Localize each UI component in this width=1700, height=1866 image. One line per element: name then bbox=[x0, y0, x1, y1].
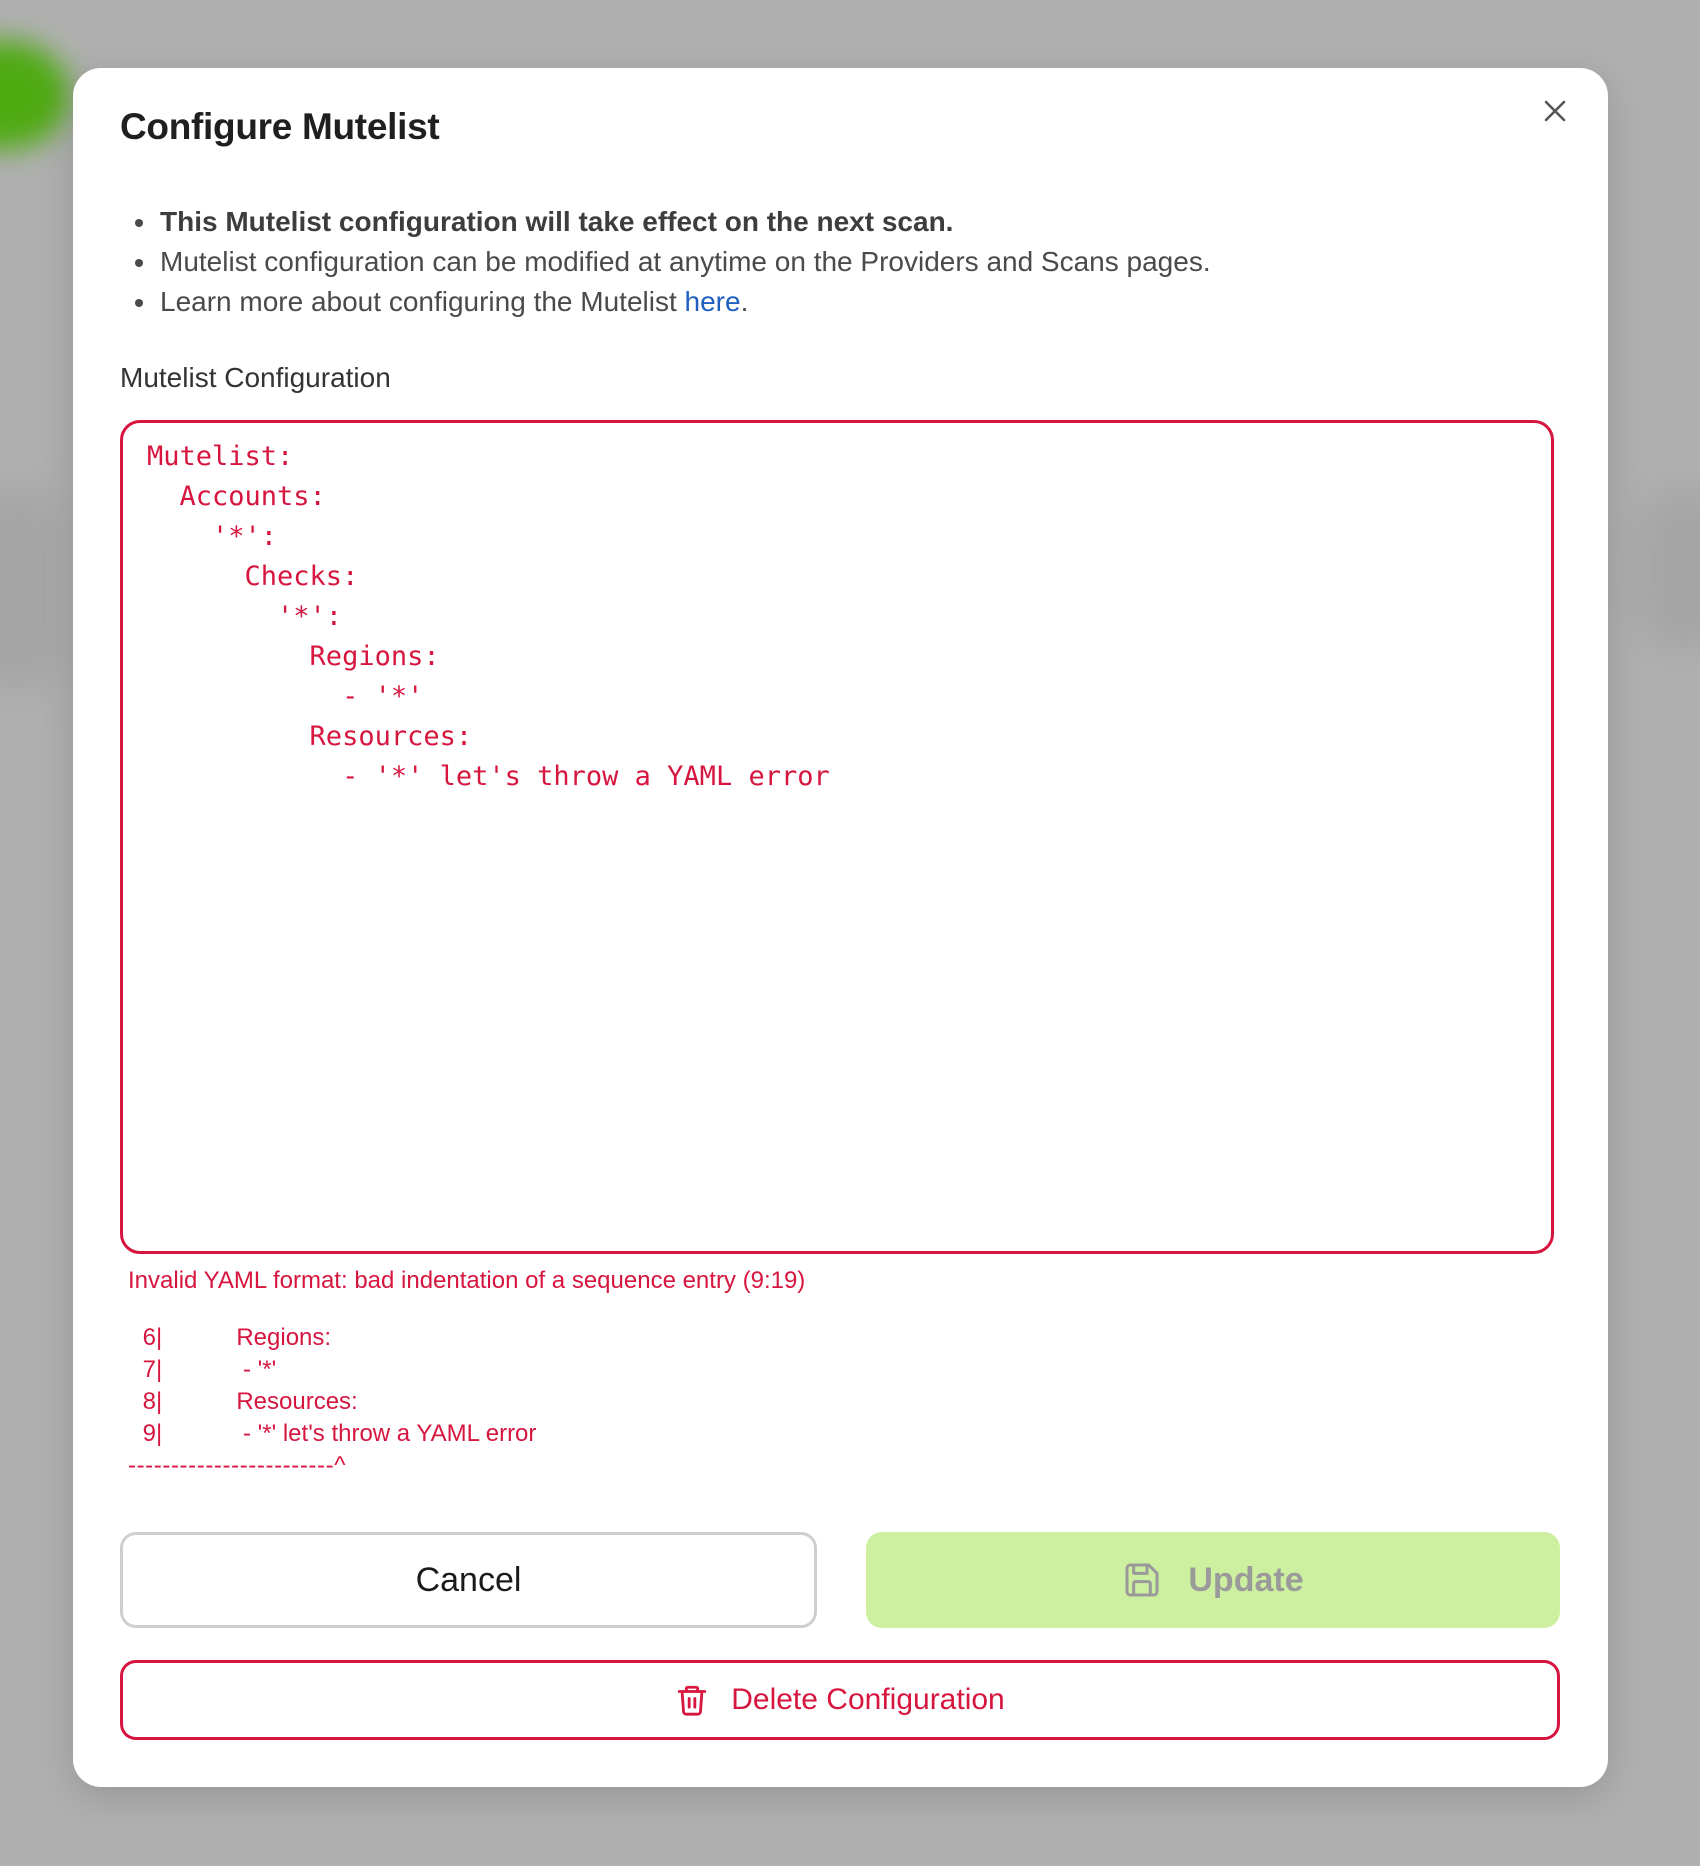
code-line: Regions: bbox=[147, 641, 440, 672]
info-item-next-scan: This Mutelist configuration will take effect on the next scan. bbox=[120, 202, 1211, 242]
editor-content[interactable] bbox=[147, 437, 1527, 797]
background-blur-shape bbox=[0, 490, 60, 690]
save-icon bbox=[1122, 1560, 1162, 1600]
learn-more-link[interactable]: here bbox=[684, 286, 741, 317]
close-icon bbox=[1544, 100, 1566, 122]
code-line: - '*' bbox=[147, 681, 424, 712]
learn-more-text: Learn more about configuring the Mutelist bbox=[160, 286, 685, 317]
cancel-button[interactable] bbox=[120, 1532, 817, 1628]
snippet-row: 9| - '*' let's throw a YAML error bbox=[128, 1418, 536, 1450]
snippet-code: Resources: bbox=[203, 1388, 358, 1415]
update-button[interactable] bbox=[866, 1532, 1560, 1628]
info-item-learn-more bbox=[120, 282, 1211, 322]
trash-icon bbox=[675, 1682, 709, 1718]
snippet-line-number: 7 bbox=[142, 1356, 156, 1383]
code-line: - '*' let's throw a YAML error bbox=[147, 761, 830, 792]
error-caret: ------------------------^ bbox=[128, 1452, 347, 1479]
error-snippet bbox=[128, 1322, 536, 1482]
code-line: Checks: bbox=[147, 561, 359, 592]
configure-mutelist-dialog bbox=[73, 68, 1608, 1787]
code-line: Accounts: bbox=[147, 481, 326, 512]
cancel-button-label: Cancel bbox=[415, 1560, 522, 1599]
yaml-error-message: Invalid YAML format: bad indentation of a sequence entry (9:19) bbox=[128, 1267, 806, 1294]
learn-more-suffix: . bbox=[740, 286, 749, 317]
snippet-row: 7| - '*' bbox=[128, 1354, 536, 1386]
snippet-line-number: 6 bbox=[142, 1324, 156, 1351]
info-item-modify-anytime: Mutelist configuration can be modified at anytime on the Providers and Scans pages. bbox=[120, 242, 1211, 282]
close-button[interactable] bbox=[1538, 94, 1572, 128]
snippet-line-number: 8 bbox=[142, 1388, 156, 1415]
code-line: '*': bbox=[147, 601, 343, 632]
delete-configuration-button[interactable] bbox=[120, 1660, 1560, 1740]
snippet-line-number: 9 bbox=[142, 1420, 156, 1447]
code-line: Resources: bbox=[147, 721, 473, 752]
snippet-row: 6| Regions: bbox=[128, 1322, 536, 1354]
snippet-caret-row bbox=[128, 1450, 536, 1482]
snippet-code: - '*' let's throw a YAML error bbox=[203, 1420, 537, 1447]
info-list bbox=[120, 202, 1211, 322]
update-button-label: Update bbox=[1188, 1560, 1304, 1599]
code-line: '*': bbox=[147, 521, 278, 552]
snippet-code: - '*' bbox=[203, 1356, 277, 1383]
snippet-code: Regions: bbox=[203, 1324, 332, 1351]
snippet-row: 8| Resources: bbox=[128, 1386, 536, 1418]
mutelist-configuration-label: Mutelist Configuration bbox=[120, 362, 391, 393]
background-blur-shape bbox=[1640, 490, 1700, 650]
code-line: Mutelist: bbox=[147, 441, 294, 472]
delete-button-label: Delete Configuration bbox=[731, 1683, 1005, 1716]
background-blur-shape bbox=[0, 40, 70, 150]
mutelist-yaml-editor[interactable] bbox=[120, 420, 1554, 1254]
dialog-title: Configure Mutelist bbox=[120, 106, 440, 147]
